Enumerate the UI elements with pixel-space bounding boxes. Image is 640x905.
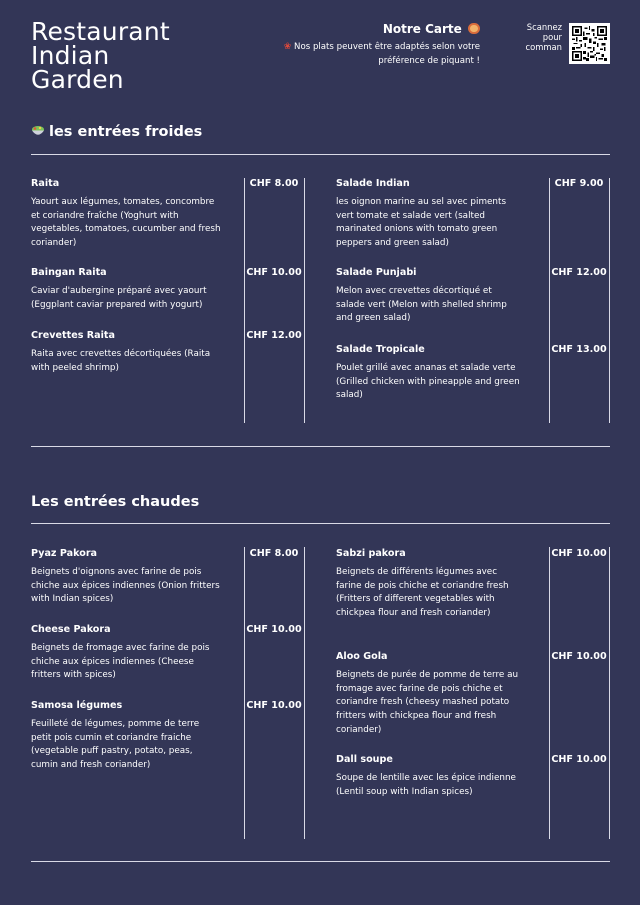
scan-line-3: comman [525,42,562,52]
item-description: Poulet grillé avec ananas et salade verte (Grilled chicken with pineapple and green salad) [336,363,520,401]
scan-line-2: pour [542,32,562,42]
menu-item [336,754,521,799]
menu-item [31,267,221,312]
item-price: CHF 9.00 [554,178,604,189]
title-line-2: Indian [31,41,110,70]
menu-item [336,267,521,326]
item-name: Salade Indian [336,178,410,189]
column-divider [244,178,245,423]
item-description: Beignets de fromage avec farine de pois chiche aux épices indiennes (Cheese fritters with spices) [31,643,210,681]
chili-pepper-icon: ❀ [283,42,292,52]
item-name: Pyaz Pakora [31,548,98,559]
divider [31,154,610,155]
section-title-hot-starters [31,494,199,510]
divider [31,446,610,447]
item-name: Crevettes Raita [31,330,115,341]
item-price: CHF 12.00 [551,267,607,278]
item-name: Baingan Raita [31,267,107,278]
column-divider [304,178,305,423]
menu-item [336,651,521,738]
column-divider [549,178,550,423]
item-description: Caviar d'aubergine préparé avec yaourt (Eggplant caviar prepared with yogurt) [31,286,207,310]
divider [31,861,610,862]
item-price: CHF 10.00 [246,267,302,278]
item-description: Feuilleté de légumes, pomme de terre petit pois cumin et coriandre fraiche (vegetable puff pastry, potato, peas, cumin and fresh coriander) [31,719,200,771]
qr-code[interactable] [569,23,610,64]
item-description: Beignets de purée de pomme de terre au fromage avec farine de pois chiche et coriandre fresh (cheesy mashed potato fritters with chickpea flour and fresh coriander) [336,670,519,735]
item-description: Beignets de différents légumes avec farine de pois chiche et coriandre fresh (Fritters of different vegetables with chickpea flour and fresh coriander) [336,567,509,619]
menu-item [31,178,221,251]
item-price: CHF 10.00 [551,548,607,559]
salad-bowl-icon [31,125,45,137]
item-name: Cheese Pakora [31,624,111,635]
menu-item [31,700,221,773]
item-description: Yaourt aux légumes, tomates, concombre et coriandre fraîche (Yoghurt with vegetables, tomatoes, cucumber and fresh coriander) [31,197,221,249]
menu-item [336,344,521,403]
section-title-text: les entrées froides [49,124,203,140]
qr-code-icon [572,26,607,61]
column-divider [244,547,245,839]
menu-item [31,330,221,375]
title-line-1: Restaurant [31,17,170,46]
item-name: Salade Tropicale [336,344,425,355]
item-name: Raita [31,178,60,189]
item-price: CHF 10.00 [551,754,607,765]
menu-item [336,178,521,251]
item-price: CHF 10.00 [551,651,607,662]
item-price: CHF 12.00 [246,330,302,341]
column-divider [304,547,305,839]
carte-note-line1: Nos plats peuvent être adaptés selon votre [294,42,480,52]
item-description: Raita avec crevettes décortiquées (Raita with peeled shrimp) [31,349,211,373]
item-name: Samosa légumes [31,700,123,711]
menu-item [31,548,221,607]
carte-note-line2: préférence de piquant ! [378,56,480,66]
restaurant-title [31,17,231,94]
column-divider [609,547,610,839]
item-description: Soupe de lentille avec les épice indienne (Lentil soup with Indian spices) [336,773,516,797]
carte-title: Notre Carte [382,22,462,36]
carte-info [240,20,480,68]
scan-instructions [508,22,562,52]
item-price: CHF 10.00 [246,624,302,635]
item-price: CHF 10.00 [246,700,302,711]
carte-note [240,40,480,68]
column-divider [549,547,550,839]
section-title-text: Les entrées chaudes [31,494,200,510]
scan-line-1: Scannez [526,22,562,32]
item-name: Sabzi pakora [336,548,406,559]
item-description: Melon avec crevettes décortiqué et salade vert (Melon with shelled shrimp and green salad) [336,286,507,324]
column-divider [609,178,610,423]
item-name: Aloo Gola [336,651,388,662]
item-price: CHF 8.00 [249,178,299,189]
menu-item [336,548,521,621]
menu-item [31,624,221,683]
item-name: Salade Punjabi [336,267,417,278]
section-title-cold-starters [31,124,202,140]
item-name: Dall soupe [336,754,393,765]
item-price: CHF 8.00 [249,548,299,559]
food-emoji-icon [468,23,480,34]
item-price: CHF 13.00 [551,344,607,355]
item-description: les oignon marine au sel avec piments vert tomate et salade vert (salted marinated onions with tomato green peppers and green salad) [336,197,507,249]
divider [31,523,610,524]
title-line-3: Garden [31,65,124,94]
item-description: Beignets d'oignons avec farine de pois chiche aux épices indiennes (Onion fritters with Indian spices) [31,567,220,605]
carte-heading [240,20,480,38]
